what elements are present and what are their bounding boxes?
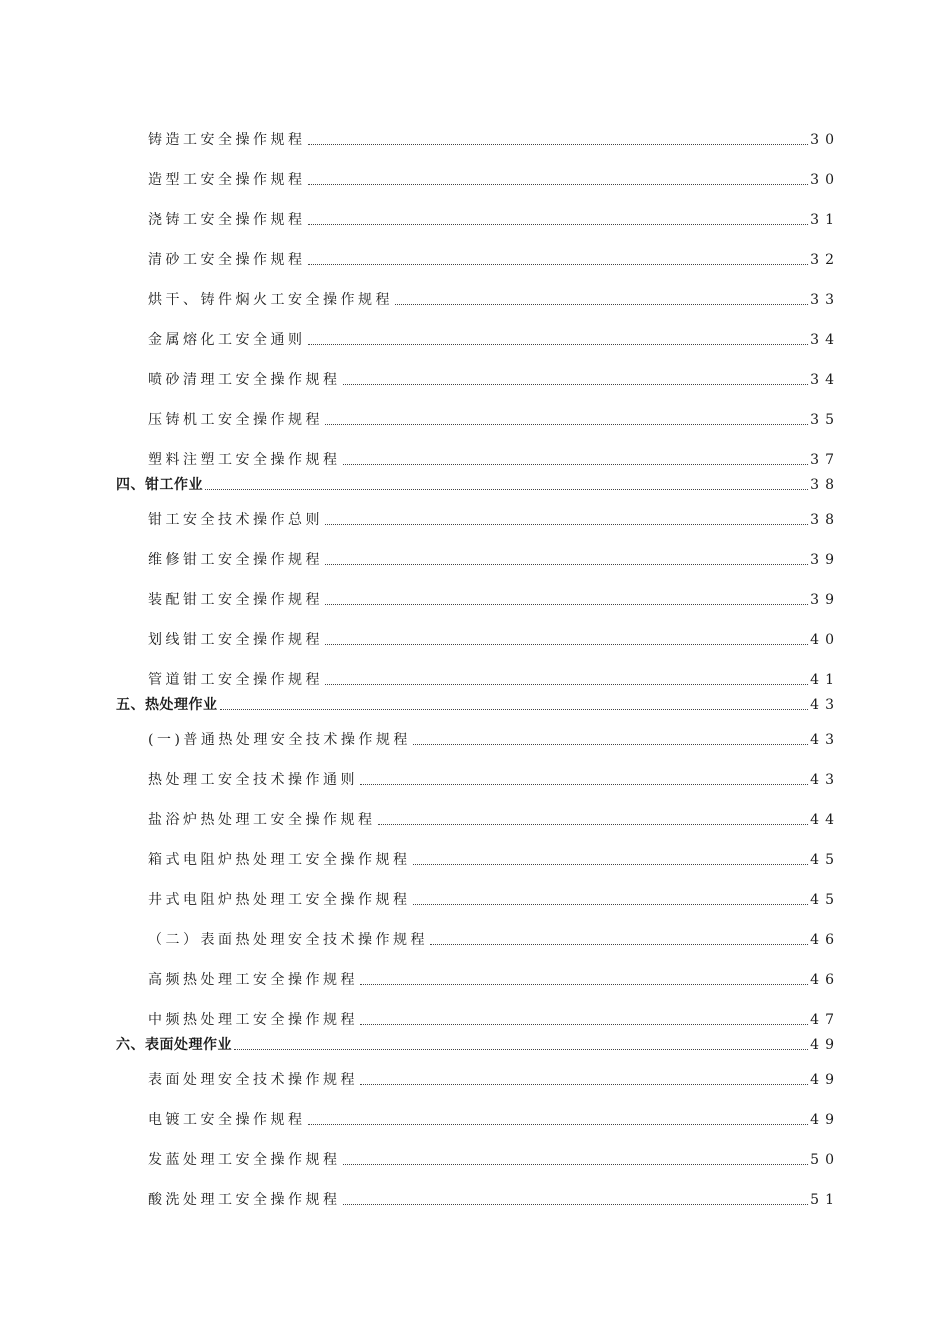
toc-title: 盐浴炉热处理工安全操作规程 <box>148 812 376 828</box>
toc-entry[interactable] <box>148 927 840 949</box>
toc-title: 划线钳工安全操作规程 <box>148 632 323 648</box>
toc-title: 浇铸工安全操作规程 <box>148 212 306 228</box>
dot-leader <box>325 684 808 685</box>
toc-title: 电镀工安全操作规程 <box>148 1112 306 1128</box>
toc-page-number: 43 <box>810 697 840 713</box>
toc-title: 管道钳工安全操作规程 <box>148 672 323 688</box>
toc-page-number: 46 <box>810 932 840 948</box>
dot-leader <box>413 744 808 745</box>
toc-page-number: 40 <box>810 632 840 648</box>
toc-title: 装配钳工安全操作规程 <box>148 592 323 608</box>
toc-title: 表面处理安全技术操作规程 <box>148 1072 358 1088</box>
toc-title: 发蓝处理工安全操作规程 <box>148 1152 341 1168</box>
dot-leader <box>234 1049 808 1050</box>
toc-page-number: 33 <box>810 292 840 308</box>
toc-page-number: 31 <box>810 212 840 228</box>
toc-page-number: 34 <box>810 332 840 348</box>
toc-title: 清砂工安全操作规程 <box>148 252 306 268</box>
toc-entry[interactable] <box>148 1107 840 1129</box>
toc-page-number: 49 <box>810 1072 840 1088</box>
toc-entry[interactable] <box>148 807 840 829</box>
toc-section-entry[interactable] <box>116 692 840 714</box>
dot-leader <box>308 184 809 185</box>
toc-page-number: 30 <box>810 132 840 148</box>
toc-entry[interactable] <box>148 1007 840 1029</box>
dot-leader <box>343 1164 809 1165</box>
toc-page-number: 49 <box>810 1112 840 1128</box>
toc-title: 酸洗处理工安全操作规程 <box>148 1192 341 1208</box>
toc-page-number: 49 <box>810 1037 840 1053</box>
toc-title: 烘干、铸件焖火工安全操作规程 <box>148 292 393 308</box>
dot-leader <box>360 784 808 785</box>
toc-section-title: 四、钳工作业 <box>116 477 203 493</box>
dot-leader <box>220 709 809 710</box>
toc-entry[interactable] <box>148 767 840 789</box>
toc-page-number: 46 <box>810 972 840 988</box>
toc-entry[interactable] <box>148 627 840 649</box>
dot-leader <box>430 944 808 945</box>
toc-page-number: 38 <box>810 477 840 493</box>
toc-entry[interactable] <box>148 287 840 309</box>
toc-title: 压铸机工安全操作规程 <box>148 412 323 428</box>
dot-leader <box>308 144 809 145</box>
toc-title: 维修钳工安全操作规程 <box>148 552 323 568</box>
toc-page-number: 45 <box>810 892 840 908</box>
toc-title: 热处理工安全技术操作通则 <box>148 772 358 788</box>
toc-title: （二）表面热处理安全技术操作规程 <box>148 932 428 948</box>
dot-leader <box>378 824 809 825</box>
dot-leader <box>343 1204 809 1205</box>
dot-leader <box>360 1024 808 1025</box>
toc-entry[interactable] <box>148 847 840 869</box>
toc-entry[interactable] <box>148 247 840 269</box>
dot-leader <box>325 564 808 565</box>
toc-entry[interactable] <box>148 887 840 909</box>
toc-entry[interactable] <box>148 127 840 149</box>
toc-title: 钳工安全技术操作总则 <box>148 512 323 528</box>
dot-leader <box>343 464 809 465</box>
dot-leader <box>343 384 809 385</box>
dot-leader <box>308 264 809 265</box>
toc-entry[interactable] <box>148 167 840 189</box>
toc-entry[interactable] <box>148 727 840 749</box>
dot-leader <box>325 604 808 605</box>
toc-title: 塑料注塑工安全操作规程 <box>148 452 341 468</box>
toc-page-number: 35 <box>810 412 840 428</box>
toc-page-number: 39 <box>810 592 840 608</box>
toc-entry[interactable] <box>148 447 840 469</box>
toc-entry[interactable] <box>148 587 840 609</box>
toc-title: 中频热处理工安全操作规程 <box>148 1012 358 1028</box>
dot-leader <box>395 304 808 305</box>
dot-leader <box>360 984 808 985</box>
toc-page-number: 32 <box>810 252 840 268</box>
toc-title: 喷砂清理工安全操作规程 <box>148 372 341 388</box>
dot-leader <box>325 424 808 425</box>
toc-title: 高频热处理工安全操作规程 <box>148 972 358 988</box>
toc-section-title: 五、热处理作业 <box>116 697 218 713</box>
toc-entry[interactable] <box>148 1067 840 1089</box>
toc-page-number: 51 <box>810 1192 840 1208</box>
toc-section-entry[interactable] <box>116 472 840 494</box>
toc-entry[interactable] <box>148 207 840 229</box>
toc-entry[interactable] <box>148 507 840 529</box>
toc-title: 铸造工安全操作规程 <box>148 132 306 148</box>
toc-title: (一)普通热处理安全技术操作规程 <box>148 732 411 748</box>
dot-leader <box>308 1124 809 1125</box>
toc-entry[interactable] <box>148 327 840 349</box>
toc-section-title: 六、表面处理作业 <box>116 1037 232 1053</box>
toc-page-number: 34 <box>810 372 840 388</box>
toc-page-number: 43 <box>810 772 840 788</box>
toc-entry[interactable] <box>148 547 840 569</box>
dot-leader <box>205 489 808 490</box>
dot-leader <box>413 864 809 865</box>
toc-title: 金属熔化工安全通则 <box>148 332 306 348</box>
dot-leader <box>308 224 809 225</box>
toc-entry[interactable] <box>148 367 840 389</box>
toc-entry[interactable] <box>148 1147 840 1169</box>
dot-leader <box>308 344 809 345</box>
toc-page-number: 37 <box>810 452 840 468</box>
toc-page-number: 50 <box>810 1152 840 1168</box>
dot-leader <box>325 524 808 525</box>
toc-page-number: 44 <box>810 812 840 828</box>
toc-page-number: 39 <box>810 552 840 568</box>
toc-title: 箱式电阻炉热处理工安全操作规程 <box>148 852 411 868</box>
toc-entry[interactable] <box>148 1187 840 1209</box>
toc-entry[interactable] <box>148 407 840 429</box>
toc-page-number: 38 <box>810 512 840 528</box>
toc-title: 造型工安全操作规程 <box>148 172 306 188</box>
toc-entry[interactable] <box>148 667 840 689</box>
toc-section-entry[interactable] <box>116 1032 840 1054</box>
toc-page-number: 43 <box>810 732 840 748</box>
toc-page-number: 47 <box>810 1012 840 1028</box>
dot-leader <box>413 904 809 905</box>
dot-leader <box>360 1084 808 1085</box>
toc-title: 井式电阻炉热处理工安全操作规程 <box>148 892 411 908</box>
toc-page-number: 45 <box>810 852 840 868</box>
toc-page-number: 30 <box>810 172 840 188</box>
toc-entry[interactable] <box>148 967 840 989</box>
dot-leader <box>325 644 808 645</box>
toc-page-number: 41 <box>810 672 840 688</box>
